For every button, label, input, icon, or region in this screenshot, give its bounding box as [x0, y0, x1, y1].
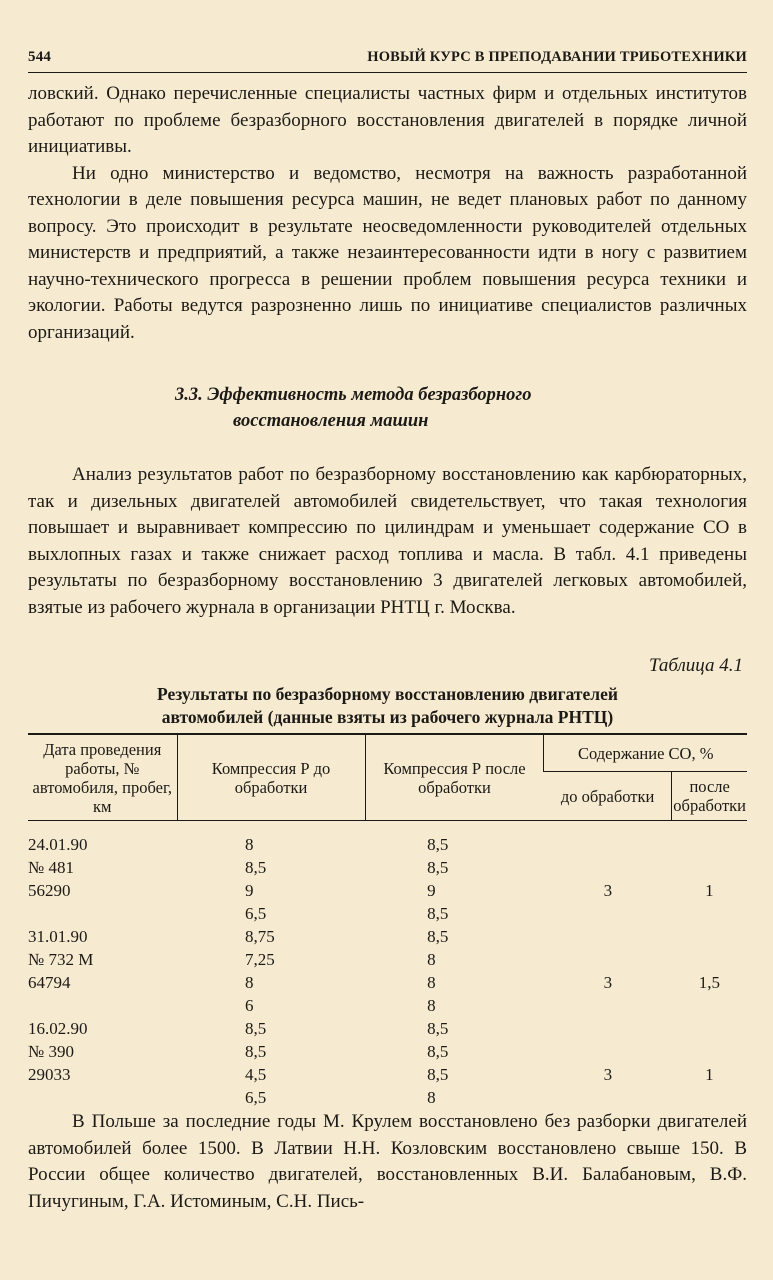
results-table [28, 733, 747, 1109]
table-cell: 1 [705, 881, 714, 900]
table-row [28, 833, 747, 856]
table-label: Таблица 4.1 [649, 655, 743, 676]
table-row [28, 856, 747, 879]
table-cell: 7,25 [245, 950, 275, 969]
col-co-after-header: после обработки [672, 772, 747, 821]
table-cell: 8 [427, 1088, 436, 1107]
table-cell [544, 1040, 672, 1063]
table-cell: 8,5 [427, 1019, 449, 1038]
table-cell: 8,5 [427, 927, 449, 946]
table-cell: 8,5 [245, 1019, 267, 1038]
table-cell [672, 994, 747, 1017]
table-row [28, 1086, 747, 1109]
table-cell: 24.01.90 [28, 835, 88, 854]
table-cell [672, 1040, 747, 1063]
page-number: 544 [28, 49, 52, 65]
header-rule [28, 72, 747, 73]
table-cell: 3 [603, 881, 613, 900]
table-row [28, 948, 747, 971]
table-row [28, 902, 747, 925]
table-cell: 3 [603, 973, 613, 992]
table-cell: 3 [603, 1065, 613, 1084]
col-before-header: Компрессия Р до обработки [177, 734, 365, 821]
table-cell [672, 925, 747, 948]
section-heading-line1: 3.3. Эффективность метода безразборного [175, 385, 532, 405]
col-co-before-header: до обработки [560, 786, 655, 806]
table-cell: 31.01.90 [28, 927, 88, 946]
table-cell [28, 994, 177, 1017]
table-cell: 1,5 [698, 973, 721, 992]
table-cell [544, 994, 672, 1017]
col-co-header: Содержание СО, % [544, 734, 747, 772]
table-cell: 8,5 [427, 835, 449, 854]
table-cell: 8 [245, 835, 254, 854]
table-cell: 8 [427, 996, 436, 1015]
col-after-header: Компрессия Р после обработки [365, 734, 544, 821]
table-cell: 6,5 [245, 904, 267, 923]
col-date-header: Дата проведения работы, № автомобиля, пробег, км [28, 734, 177, 821]
table-row [28, 1040, 747, 1063]
table-cell: 8,75 [245, 927, 275, 946]
table-cell [544, 1017, 672, 1040]
running-title: НОВЫЙ КУРС В ПРЕПОДАВАНИИ ТРИБОТЕХНИКИ [367, 49, 747, 65]
table-cell [28, 902, 177, 925]
section-heading [175, 382, 747, 434]
table-row [28, 1063, 747, 1086]
table-cell [544, 833, 672, 856]
table-cell: 8,5 [245, 1042, 267, 1061]
table-cell: 29033 [28, 1065, 71, 1084]
table-cell [672, 902, 747, 925]
table-row [28, 879, 747, 902]
running-head [28, 0, 747, 66]
table-cell: 8 [427, 950, 436, 969]
table-cell: 8 [245, 973, 254, 992]
table-cell: № 481 [28, 858, 74, 877]
paragraph-4: В Польше за последние годы М. Крулем восстановлено без разборки двигателей автомобилей более 1500. В Латвии Н.Н. Козловским восстановлено свыше 150. В России общее количество двигателей, восстановленных В.И. Балабановым, В.Ф. Пичугиным, Г.А. Истоминым, С.Н. Пись- [28, 1111, 747, 1212]
table-cell: 56290 [28, 881, 71, 900]
table-cell: 8,5 [427, 1065, 449, 1084]
table-cell [544, 1086, 672, 1109]
table-body [28, 821, 747, 1110]
table-cell: 9 [427, 881, 436, 900]
table-cell: 6,5 [245, 1088, 267, 1107]
table-cell [672, 948, 747, 971]
table-cell: 8,5 [245, 858, 267, 877]
paragraph-2: Ни одно министерство и ведомство, несмотря на важность разработанной технологии в деле повышения ресурса машин, не ведет плановых работ по данному вопросу. Это происходит в результате неосведомленности руководителей отдельных министерств и предприятий, а также незаинтересованности идти в ногу с развитием научно-технического прогресса в решении проблем повышения ресурса техники и экологии. Работы ведутся разрозненно лишь по инициативе специалистов различных организаций. [28, 162, 747, 343]
table-cell: 64794 [28, 973, 71, 992]
section-heading-line2: восстановления машин [233, 411, 429, 431]
table-row [28, 925, 747, 948]
table-cell: 8 [427, 973, 436, 992]
table-cell: 1 [705, 1065, 714, 1084]
table-cell: 4,5 [245, 1065, 267, 1084]
table-row [28, 971, 747, 994]
table-cell [28, 1086, 177, 1109]
table-caption [28, 683, 747, 729]
table-cell [544, 902, 672, 925]
table-cell [672, 856, 747, 879]
table-cell: № 732 М [28, 950, 94, 969]
table-cell: 16.02.90 [28, 1019, 88, 1038]
table-cell [672, 1017, 747, 1040]
table-cell [672, 1086, 747, 1109]
table-cell: № 390 [28, 1042, 74, 1061]
table-cell: 6 [245, 996, 254, 1015]
table-cell: 8,5 [427, 858, 449, 877]
table-cell [544, 948, 672, 971]
table-cell: 9 [245, 881, 254, 900]
table-caption-line2: автомобилей (данные взяты из рабочего журнала РНТЦ) [161, 707, 614, 727]
table-cell [544, 856, 672, 879]
table-row [28, 994, 747, 1017]
paragraph-1: ловский. Однако перечисленные специалисты частных фирм и отдельных институтов работают по проблеме безразборного восстановления двигателей в порядке личной инициативы. [28, 83, 747, 157]
table-cell: 8,5 [427, 1042, 449, 1061]
table-cell [672, 833, 747, 856]
table-caption-line1: Результаты по безразборному восстановлению двигателей [157, 684, 618, 704]
paragraph-3: Анализ результатов работ по безразборному восстановлению как карбюраторных, так и дизельных двигателей автомобилей свидетельствует, что такая технология повышает и выравнивает компрессию по цилиндрам и уменьшает содержание СО в выхлопных газах и также снижает расход топлива и масла. В табл. 4.1 приведены результаты по безразборному восстановлению 3 двигателей легковых автомобилей, взятые из рабочего журнала в организации РНТЦ г. Москва. [28, 464, 747, 618]
table-cell: 8,5 [427, 904, 449, 923]
table-cell [544, 925, 672, 948]
table-row [28, 1017, 747, 1040]
